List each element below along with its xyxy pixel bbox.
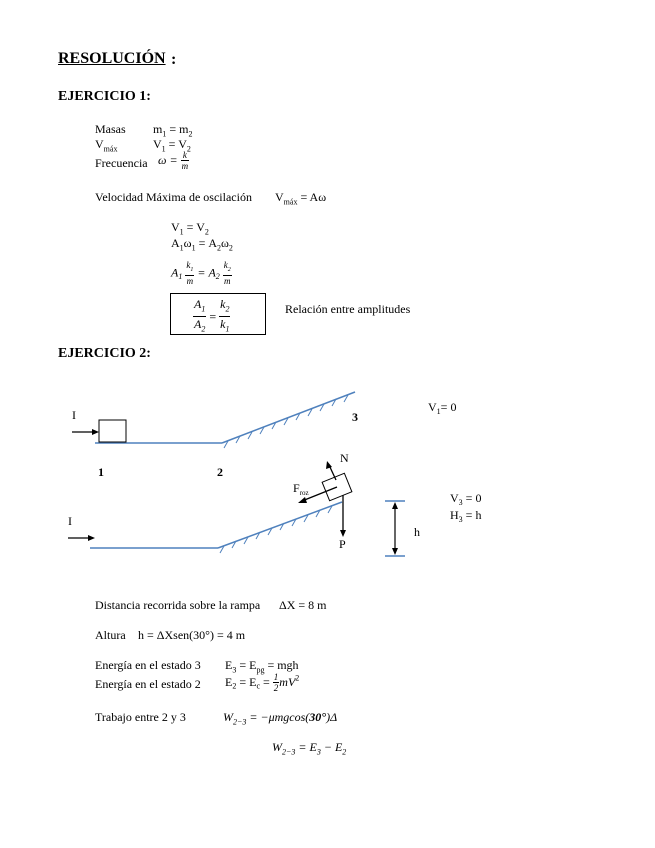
label-1: 1 bbox=[98, 465, 104, 479]
equation-a1w1-a2w2: $A_1\omega_1 = A_2\omega_2$ bbox=[171, 236, 233, 253]
label-P: P bbox=[339, 537, 346, 551]
top-ramp-hatch bbox=[224, 395, 348, 448]
equation-amplitude-fractions: $A_1$ $\frac{k_1}{m}$ = $A_2$ $\frac{k_2}{m}$ bbox=[171, 260, 231, 286]
relacion-amplitudes-text: Relación entre amplitudes bbox=[285, 302, 411, 316]
label-N: N bbox=[340, 451, 349, 465]
energia-2-text: Energía en el estado 2 bbox=[95, 677, 201, 691]
bottom-ramp bbox=[218, 502, 342, 548]
label-I-top: I bbox=[72, 408, 76, 422]
trabajo-text: Trabajo entre 2 y 3 bbox=[95, 710, 186, 724]
block-1 bbox=[99, 420, 126, 442]
frecuencia-label: Frecuencia bbox=[95, 156, 148, 170]
label-v3: $V_3 = 0$ bbox=[450, 491, 482, 507]
frecuencia-fraction: $\frac{k}{m}$ bbox=[181, 150, 189, 171]
title-suffix: : bbox=[171, 51, 177, 68]
vmax-label: $V_{máx}$ bbox=[95, 137, 118, 154]
label-h: h bbox=[414, 525, 420, 539]
label-I-bottom: I bbox=[68, 514, 72, 528]
ramp-diagram bbox=[0, 380, 655, 620]
trabajo-equation: $W_{2-3} = -\mu mgcos(30^\circ)\Delta$ bbox=[223, 710, 338, 727]
label-v1: $V_1= 0$ bbox=[428, 400, 457, 416]
top-ramp bbox=[222, 392, 355, 443]
label-3: 3 bbox=[352, 410, 358, 424]
energia-3-text: Energía en el estado 3 bbox=[95, 658, 201, 672]
vmax-equation: $V_1 = V_2$ bbox=[153, 137, 191, 154]
velocidad-maxima-text: Velocidad Máxima de oscilación bbox=[95, 190, 252, 204]
masas-label: Masas bbox=[95, 122, 126, 136]
distancia-equation: ΔX = 8 m bbox=[279, 598, 327, 612]
energia-2-equation: $E_2 = E_c$ = $\frac{1}{2}$ $mV^2$ bbox=[225, 672, 300, 693]
bottom-ramp-hatch bbox=[220, 506, 332, 553]
trabajo-final-equation: $W_{2-3} = E_3 - E_2$ bbox=[272, 740, 347, 757]
frecuencia-equation: ω = $\frac{k}{m}$ bbox=[158, 150, 189, 171]
altura-text: Altura bbox=[95, 628, 126, 642]
distancia-text: Distancia recorrida sobre la rampa bbox=[95, 598, 261, 612]
energia-3-equation: $E_3 = E_{pg}$ = mgh bbox=[225, 658, 299, 675]
masas-equation: $m_1 = m_2$ bbox=[153, 122, 193, 139]
ejercicio-1-heading: EJERCICIO 1: bbox=[58, 89, 151, 104]
velocidad-maxima-equation: $V_{máx} = A\omega$ bbox=[275, 190, 327, 207]
label-Froz: $F_{roz}$ bbox=[293, 481, 309, 497]
page-title: RESOLUCIÓN bbox=[58, 50, 166, 67]
equation-v1-v2: $V_1 = V_2$ bbox=[171, 220, 209, 237]
bottom-scene bbox=[68, 461, 405, 556]
ejercicio-2-heading: EJERCICIO 2: bbox=[58, 346, 151, 361]
label-2: 2 bbox=[217, 465, 223, 479]
altura-equation: h = ΔXsen(30°) = 4 m bbox=[138, 628, 246, 642]
top-scene bbox=[72, 392, 355, 448]
label-h3: $H_3 = h$ bbox=[450, 508, 482, 524]
amplitude-relation-formula: $\frac{A_1}{A_2}$ = $\frac{k_2}{k_1}$ bbox=[194, 297, 230, 334]
